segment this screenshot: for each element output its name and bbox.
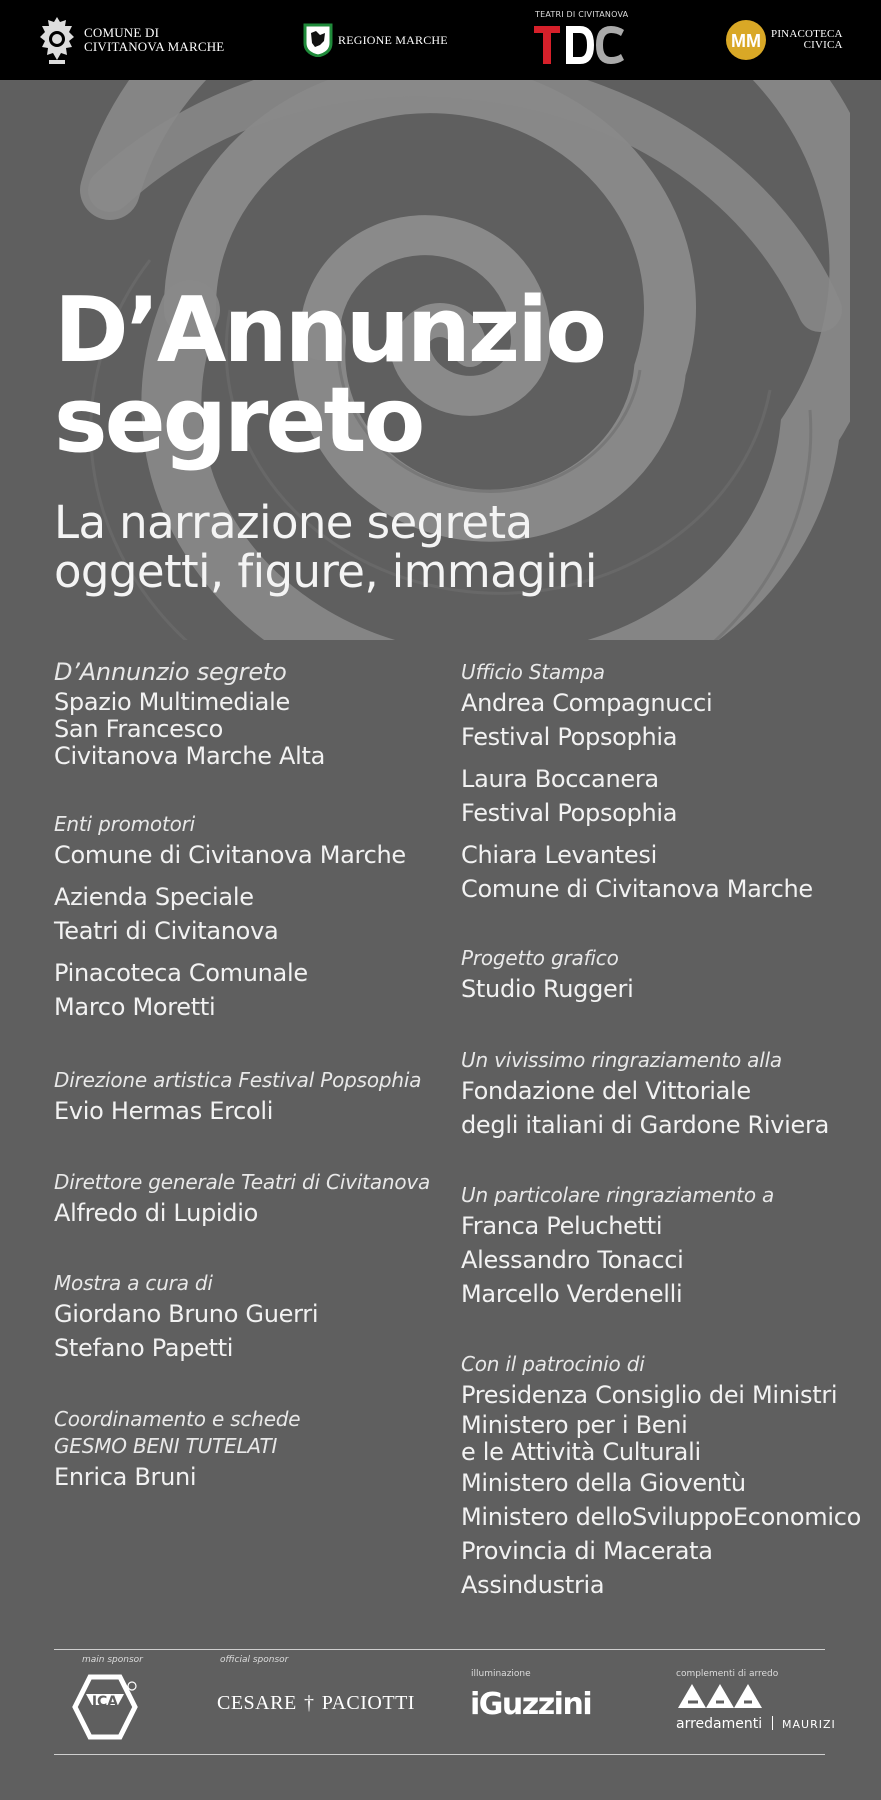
promoter-line: Teatri di Civitanova: [54, 917, 279, 945]
pinacoteca-line2: CIVICA: [803, 39, 843, 51]
thanks-section: [461, 1047, 829, 1142]
patronage-line: Provincia di Macerata: [461, 1537, 713, 1565]
maurizi-name1: arredamenti: [676, 1716, 763, 1732]
promoter-line: Comune di Civitanova Marche: [54, 841, 406, 869]
regione-logo[interactable]: [303, 0, 448, 80]
curator-line: Giordano Bruno Guerri: [54, 1300, 319, 1328]
title-line1: D’Annunzio: [54, 278, 604, 383]
pinacoteca-line1: PINACOTECA: [771, 28, 843, 40]
footer-rule-top: [54, 1649, 825, 1650]
curators-label: Mostra a cura di: [54, 1271, 213, 1295]
direction-line: Evio Hermas Ercoli: [54, 1097, 274, 1125]
thanks-line: degli italiani di Gardone Riviera: [461, 1111, 829, 1139]
patronage-line: Assindustria: [461, 1571, 605, 1599]
venue-line: San Francesco: [54, 715, 224, 743]
header-bar: [0, 0, 881, 80]
regione-shield-icon: [303, 23, 333, 57]
patronage-line: Presidenza Consiglio dei Ministri: [461, 1381, 838, 1409]
patronage-section: [461, 1351, 861, 1602]
tdc-mark-icon: [532, 24, 628, 68]
director-label: Direttore generale Teatri di Civitanova: [54, 1170, 431, 1194]
special-thanks-label: Un particolare ringraziamento a: [461, 1183, 775, 1207]
special-thanks-line: Franca Peluchetti: [461, 1212, 663, 1240]
curator-line: Stefano Papetti: [54, 1334, 234, 1362]
paciotti-name1: CESARE: [217, 1692, 297, 1714]
dagger-icon: †: [303, 1692, 315, 1714]
furnishing-caption: complementi di arredo: [676, 1669, 779, 1679]
comune-line1: COMUNE DI: [84, 25, 160, 40]
maurizi-logo[interactable]: [676, 1682, 836, 1732]
press-section: [461, 659, 813, 906]
thanks-line: Fondazione del Vittoriale: [461, 1077, 751, 1105]
maurizi-name2: MAURIZI: [782, 1718, 836, 1731]
teatri-logo[interactable]: [532, 0, 628, 80]
comune-logo[interactable]: [36, 0, 224, 80]
patronage-label: Con il patrocinio di: [461, 1352, 645, 1376]
design-section: [461, 945, 633, 1006]
press-line: Comune di Civitanova Marche: [461, 875, 813, 903]
ica-text: ICA: [91, 1694, 119, 1710]
title-line2: segreto: [54, 368, 423, 473]
subtitle-line1: La narrazione segreta: [54, 496, 533, 549]
exhibition-title: [54, 278, 604, 473]
maurizi-divider: [772, 1716, 773, 1730]
exhibition-subtitle: [54, 498, 597, 596]
iguzzini-logo[interactable]: iGuzzini: [470, 1687, 592, 1722]
promoters-section: [54, 811, 406, 1024]
patronage-line: Ministero per i Beni: [461, 1411, 688, 1439]
regione-name: REGIONE MARCHE: [338, 33, 448, 47]
venue-section: [54, 655, 325, 770]
ica-logo[interactable]: [72, 1674, 138, 1744]
press-label: Ufficio Stampa: [461, 660, 605, 684]
pinacoteca-logo[interactable]: [725, 0, 843, 80]
patronage-line: e le Attività Culturali: [461, 1438, 701, 1466]
curators-section: [54, 1270, 318, 1365]
patronage-line: Ministero della Gioventù: [461, 1469, 746, 1497]
pinacoteca-mark-icon: [725, 19, 767, 61]
promoter-line: Marco Moretti: [54, 993, 216, 1021]
subtitle-line2: oggetti, figure, immagini: [54, 545, 597, 598]
director-line: Alfredo di Lupidio: [54, 1199, 258, 1227]
venue-line: Civitanova Marche Alta: [54, 742, 326, 770]
design-line: Studio Ruggeri: [461, 975, 634, 1003]
coordination-section: [54, 1406, 300, 1494]
press-line: Andrea Compagnucci: [461, 689, 713, 717]
special-thanks-line: Marcello Verdenelli: [461, 1280, 683, 1308]
svg-text:MM: MM: [731, 31, 761, 51]
press-line: Chiara Levantesi: [461, 841, 657, 869]
coat-of-arms-icon: [36, 13, 78, 67]
lighting-caption: illuminazione: [471, 1669, 531, 1679]
special-thanks-line: Alessandro Tonacci: [461, 1246, 684, 1274]
design-label: Progetto grafico: [461, 946, 619, 970]
press-line: Festival Popsophia: [461, 799, 678, 827]
patronage-line: Ministero delloSviluppoEconomico: [461, 1503, 862, 1531]
promoter-line: Azienda Speciale: [54, 883, 254, 911]
main-sponsor-caption: main sponsor: [82, 1655, 143, 1665]
coordination-line: Enrica Bruni: [54, 1463, 197, 1491]
promoters-label: Enti promotori: [54, 812, 195, 836]
venue-line: Spazio Multimediale: [54, 688, 290, 716]
coordination-label: Coordinamento e schede: [54, 1407, 301, 1431]
maurizi-mark-icon: [676, 1682, 766, 1710]
coordination-label: GESMO BENI TUTELATI: [54, 1434, 278, 1458]
teatri-top-text: TEATRI DI CIVITANOVA: [535, 10, 629, 19]
special-thanks-section: [461, 1182, 774, 1311]
paciotti-logo[interactable]: [217, 1692, 415, 1715]
footer-rule-bottom: [54, 1754, 825, 1755]
promoter-line: Pinacoteca Comunale: [54, 959, 308, 987]
direction-label: Direzione artistica Festival Popsophia: [54, 1068, 422, 1092]
comune-line2: CIVITANOVA MARCHE: [84, 39, 225, 54]
direction-section: [54, 1067, 421, 1128]
press-line: Festival Popsophia: [461, 723, 678, 751]
director-section: [54, 1169, 430, 1230]
thanks-label: Un vivissimo ringraziamento alla: [461, 1048, 782, 1072]
official-sponsor-caption: official sponsor: [220, 1655, 289, 1665]
venue-label: D’Annunzio segreto: [54, 658, 287, 686]
paciotti-name2: PACIOTTI: [321, 1692, 415, 1714]
press-line: Laura Boccanera: [461, 765, 659, 793]
